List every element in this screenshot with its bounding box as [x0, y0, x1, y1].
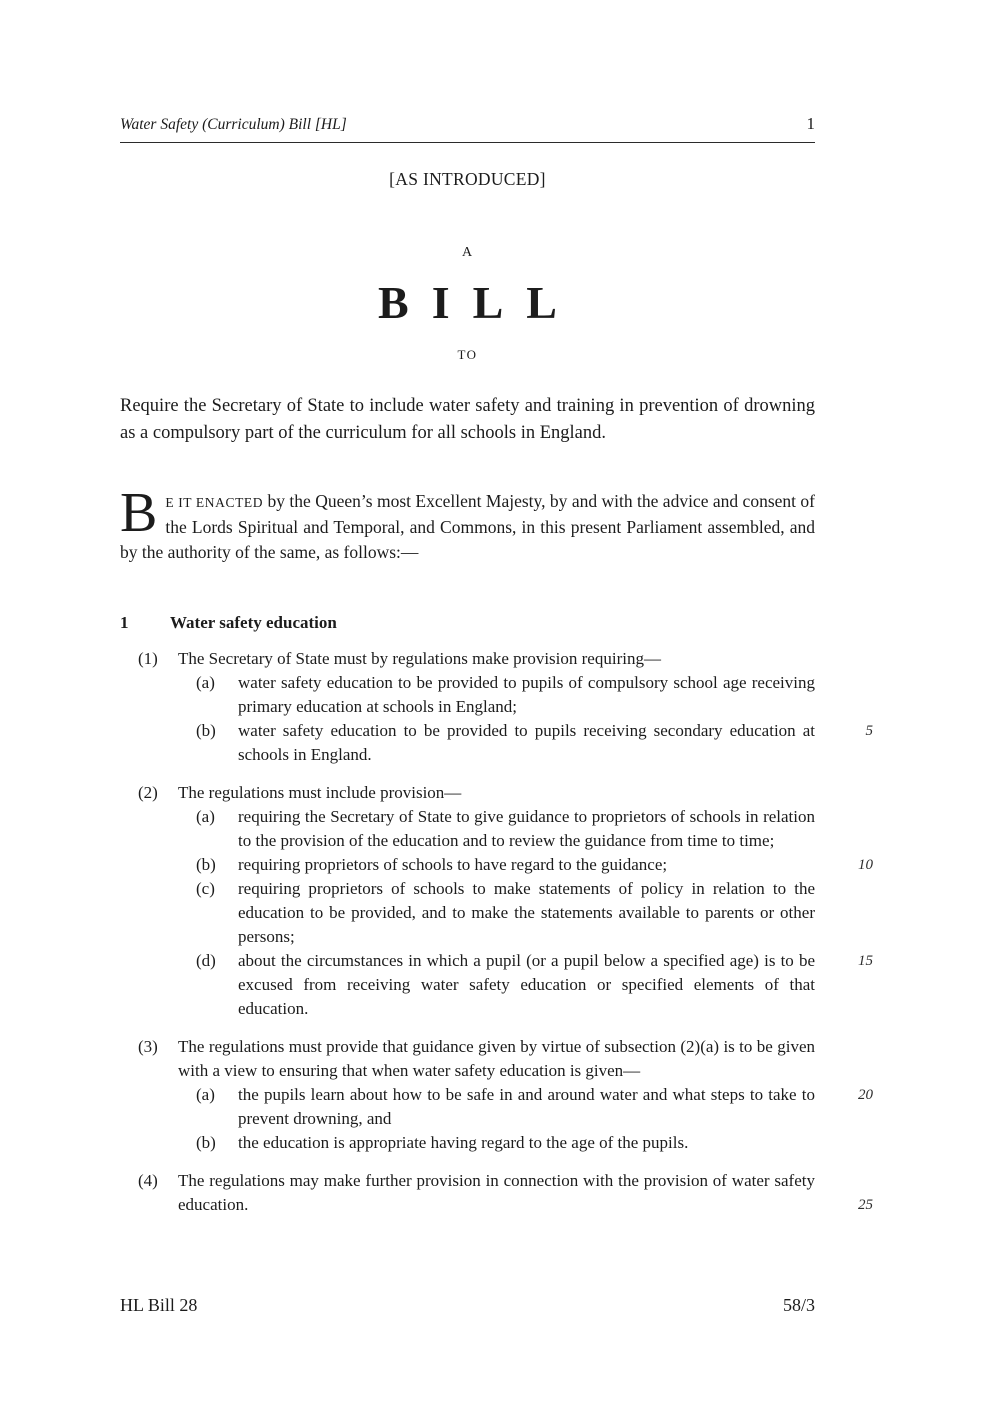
- subsection-text-content: The regulations may make further provision in connection with the provision of water safety education.: [178, 1171, 815, 1214]
- enacting-clause: [120, 482, 815, 565]
- subsection-body: [178, 1035, 873, 1155]
- paragraph-text: requiring proprietors of schools to make statements of policy in relation to the education to be provided, and to make the statements available to parents or other persons;: [238, 879, 815, 946]
- paragraph: [196, 877, 815, 949]
- margin-line-number: 20: [858, 1087, 873, 1103]
- clause-body: [120, 647, 873, 1217]
- status-as-introduced: [AS INTRODUCED]: [389, 169, 546, 189]
- subsection-body: [178, 647, 873, 767]
- clause-title: Water safety education: [170, 613, 337, 632]
- footer-session-ref: 58/3: [782, 1295, 815, 1315]
- paragraph-text: about the circumstances in which a pupil (or a pupil below a specified age) is to be excused from receiving water safety education or specified elements of that education.: [238, 951, 815, 1018]
- subsection-text: [178, 1169, 873, 1217]
- paragraph-letter: (d): [196, 951, 216, 970]
- paragraph: [196, 1131, 815, 1155]
- subsection-text: [178, 1035, 873, 1103]
- subsection-body: [178, 781, 873, 1021]
- subsection-number: (2): [138, 783, 158, 802]
- margin-line-number: 15: [858, 953, 873, 969]
- running-header: [120, 0, 815, 143]
- subsection-number: (4): [138, 1171, 158, 1190]
- paragraph-text: the education is appropriate having regard to the age of the pupils.: [238, 1133, 689, 1152]
- bill-heading: BILL: [378, 277, 580, 328]
- long-title: Require the Secretary of State to include water safety and training in prevention of drowning as a compulsory part of the curriculum for all schools in England.: [120, 396, 815, 443]
- subsection-text: The regulations must include provision—: [178, 783, 462, 802]
- page-content: [120, 0, 873, 1217]
- subsection-number: (1): [138, 649, 158, 668]
- article-a: A: [461, 245, 474, 260]
- page-footer: [120, 1293, 815, 1317]
- paragraph: [196, 1083, 815, 1131]
- paragraph-letter: (c): [196, 879, 215, 898]
- subsection: [138, 1169, 873, 1217]
- subsection-body: [178, 1169, 873, 1217]
- paragraph-text: requiring the Secretary of State to give guidance to proprietors of schools in relation to the provision of the education and to review the guidance from time to time;: [238, 807, 815, 850]
- subsection-text: The Secretary of State must by regulations make provision requiring—: [178, 649, 661, 668]
- subsection: [138, 781, 873, 1021]
- paragraph: [196, 949, 873, 1021]
- paragraph-text: water safety education to be provided to pupils of compulsory school age receiving primary education at schools in England;: [238, 673, 815, 716]
- drop-cap: B: [120, 482, 158, 544]
- to-label: TO: [457, 347, 478, 362]
- page-number: 1: [806, 114, 815, 133]
- paragraph: [196, 671, 815, 719]
- paragraph-letter: (a): [196, 1085, 215, 1104]
- paragraph-text: the pupils learn about how to be safe in and around water and what steps to take to prevent drowning, and: [238, 1085, 815, 1128]
- enacting-text: by the Queen’s most Excellent Majesty, by and with the advice and consent of the Lords Spiritual and Temporal, and Commons, in this present Parliament assembled, and by the authority of the same, as follows:—: [120, 491, 815, 562]
- margin-line-number: 5: [865, 723, 873, 739]
- paragraph-letter: (b): [196, 855, 216, 874]
- paragraph-text: water safety education to be provided to pupils receiving secondary education at schools in England.: [238, 721, 815, 764]
- paragraph-letter: (a): [196, 807, 215, 826]
- clause-heading: [120, 611, 815, 635]
- margin-line-number: 25: [858, 1197, 873, 1213]
- paragraph-letter: (a): [196, 673, 215, 692]
- margin-line-number: 10: [858, 857, 873, 873]
- subsection-text-content: The regulations must provide that guidance given by virtue of subsection (2)(a) is to be given with a view to ensuring that when water safety education is given—: [178, 1037, 815, 1080]
- paragraph-text: requiring proprietors of schools to have regard to the guidance;: [238, 855, 668, 874]
- paragraph: [196, 719, 873, 767]
- enacted-smallcaps: E IT ENACTED: [165, 495, 264, 510]
- paragraph-letter: (b): [196, 721, 216, 740]
- header-title: Water Safety (Curriculum) Bill [HL]: [120, 116, 347, 133]
- paragraph-letter: (b): [196, 1133, 216, 1152]
- footer-bill-ref: HL Bill 28: [120, 1295, 198, 1315]
- clause-number: 1: [120, 613, 129, 632]
- subsection: [138, 647, 873, 767]
- subsection: [138, 1035, 873, 1155]
- subsection-number: (3): [138, 1037, 158, 1056]
- paragraph: [196, 853, 815, 877]
